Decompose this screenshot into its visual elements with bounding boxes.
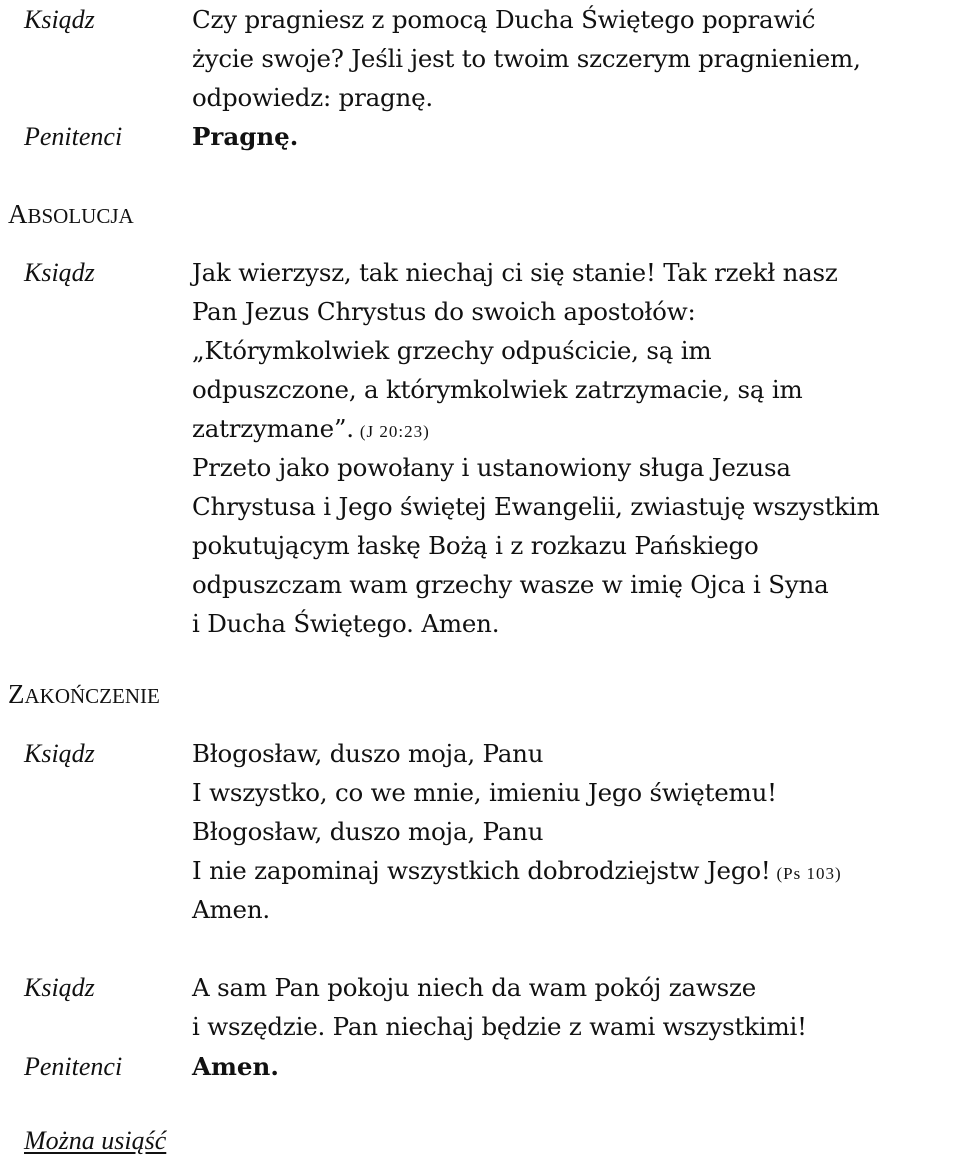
- text-line: Przeto jako powołany i ustanowiony sługa Jezusa: [192, 453, 791, 482]
- text-line: życie swoje? Jeśli jest to twoim szczerym pragnieniem,: [192, 44, 861, 73]
- response-text: Amen.: [192, 1052, 279, 1081]
- text-line-content: I nie zapominaj wszystkich dobrodziejstw Jego!: [192, 856, 771, 885]
- text-line: [192, 851, 960, 890]
- text-line: odpuszczam wam grzechy wasze w imię Ojca i Syna: [192, 570, 829, 599]
- scripture-reference: (J 20:23): [359, 422, 430, 441]
- response-text: Pragnę.: [192, 122, 299, 151]
- text-line: odpowiedz: pragnę.: [192, 83, 433, 112]
- closing-text: [192, 734, 960, 929]
- text-line: i wszędzie. Pan niechaj będzie z wami wszystkimi!: [192, 1012, 807, 1041]
- text-line: Jak wierzysz, tak niechaj ci się stanie! Tak rzekł nasz: [192, 258, 838, 287]
- text-line: Chrystusa i Jego świętej Ewangelii, zwiastuję wszystkim: [192, 492, 880, 521]
- text-line: [192, 409, 960, 448]
- text-line: Błogosław, duszo moja, Panu: [192, 817, 544, 846]
- heading-rest: AKOŃCZENIE: [24, 684, 160, 708]
- heading-initial: Z: [8, 679, 25, 709]
- text-line-content: zatrzymane”.: [192, 414, 354, 443]
- section-heading-zakonczenie: [8, 675, 160, 716]
- text-line: I wszystko, co we mnie, imieniu Jego świętemu!: [192, 778, 777, 807]
- text-line: i Ducha Świętego. Amen.: [192, 609, 500, 638]
- scripture-reference: (Ps 103): [776, 864, 842, 883]
- prayer-text: [192, 0, 960, 117]
- response-speaker-label: Penitenci: [24, 1052, 123, 1081]
- response-speaker-label: Penitenci: [24, 122, 123, 151]
- sit-down-link[interactable]: Można usiąść: [24, 1126, 167, 1155]
- speaker-label: Ksiądz: [24, 258, 95, 287]
- text-line: Amen.: [192, 895, 270, 924]
- absolution-text: [192, 253, 960, 643]
- text-line: pokutującym łaskę Bożą i z rozkazu Pańskiego: [192, 531, 759, 560]
- text-line: Czy pragniesz z pomocą Ducha Świętego poprawić: [192, 5, 816, 34]
- blessing-text: [192, 968, 960, 1046]
- speaker-label: Ksiądz: [24, 739, 95, 768]
- text-line: A sam Pan pokoju niech da wam pokój zawsze: [192, 973, 756, 1002]
- heading-rest: BSOLUCJA: [27, 204, 134, 228]
- text-line: Błogosław, duszo moja, Panu: [192, 739, 544, 768]
- speaker-label: Ksiądz: [24, 5, 95, 34]
- text-line: Pan Jezus Chrystus do swoich apostołów:: [192, 297, 696, 326]
- heading-initial: A: [8, 199, 28, 229]
- speaker-label: Ksiądz: [24, 973, 95, 1002]
- text-line: „Którymkolwiek grzechy odpuścicie, są im: [192, 336, 712, 365]
- text-line: odpuszczone, a którymkolwiek zatrzymacie, są im: [192, 375, 803, 404]
- section-heading-absolucja: [8, 195, 134, 236]
